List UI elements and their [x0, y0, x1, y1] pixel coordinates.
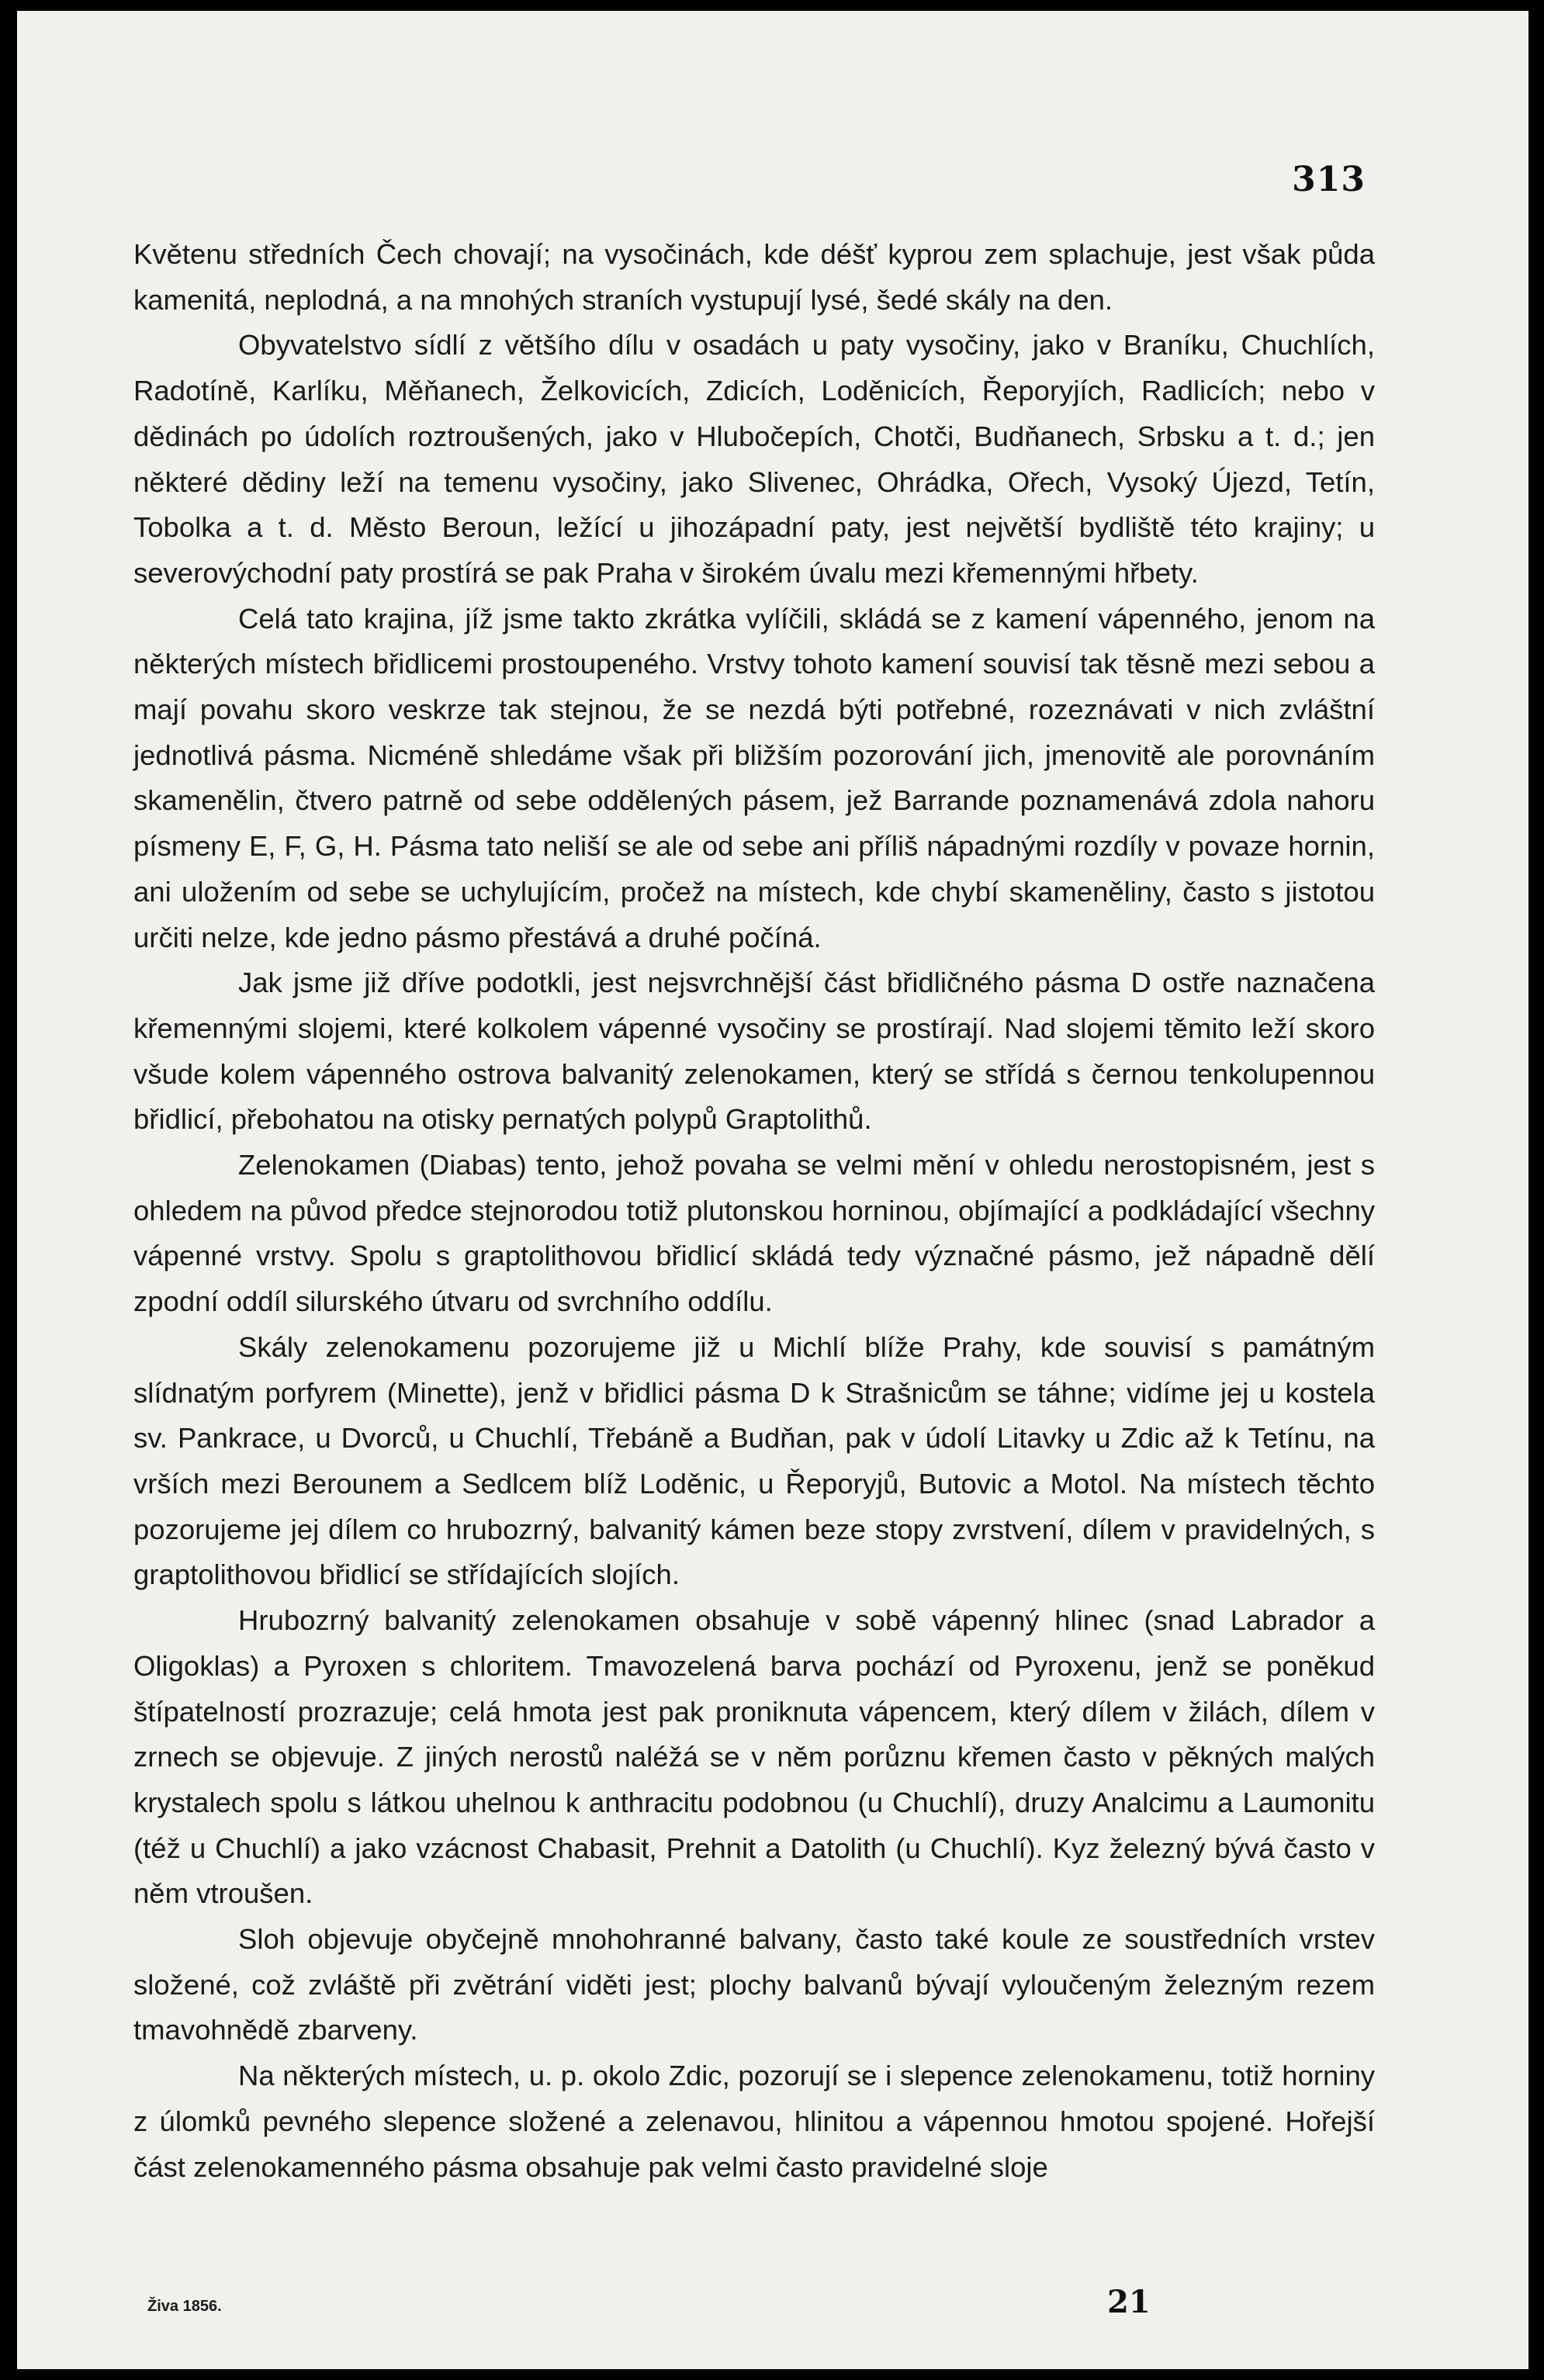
- paragraph: Hrubozrný balvanitý zelenokamen obsahuje v sobě vápenný hlinec (snad Labrador a Oligoklas) a Pyroxen s chloritem. Tmavozelená barva pochází od Pyroxenu, jenž se poněkud štípatelností prozrazuje; celá hmota jest pak proniknuta vápencem, který dílem v žilách, dílem v zrnech se objevuje. Z jiných nerostů naléžá se v něm porůznu křemen často v pěkných malých krystalech spolu s látkou uhelnou k anthracitu podobnou (u Chuchlí), druzy Analcimu a Laumonitu (též u Chuchlí) a jako vzácnost Chabasit, Prehnit a Datolith (u Chuchlí). Kyz železný bývá často v něm vtroušen.: [133, 1604, 1375, 1910]
- paragraph: Květenu středních Čech chovají; na vysočinách, kde déšť kyprou zem splachuje, jest však půda kamenitá, neplodná, a na mnohých straních vystupují lysé, šedé skály na den.: [133, 238, 1375, 316]
- signature-mark: 21: [1107, 2284, 1151, 2320]
- paragraph: Obyvatelstvo sídlí z většího dílu v osadách u paty vysočiny, jako v Braníku, Chuchlích, Radotíně, Karlíku, Měňanech, Želkovicích, Zdicích, Loděnicích, Řeporyjích, Radlicích; nebo v dědinách po údolích roztroušených, jako v Hlubočepích, Chotči, Budňanech, Srbsku a t. d.; jen některé dědiny leží na temenu vysočiny, jako Slivenec, Ohrádka, Ořech, Vysoký Újezd, Tetín, Tobolka a t. d. Město Beroun, ležící u jihozápadní paty, jest největší bydliště této krajiny; u severovýchodní paty prostírá se pak Praha v širokém úvalu mezi křemennými hřbety.: [133, 329, 1375, 589]
- paragraph: Celá tato krajina, jíž jsme takto zkrátka vylíčili, skládá se z kamení vápenného, jenom na některých místech břidlicemi prostoupeného. Vrstvy tohoto kamení souvisí tak těsně mezi sebou a mají povahu skoro veskrze tak stejnou, že se nezdá býti potřebné, rozeznávati v nich zvláštní jednotlivá pásma. Nicméně shledáme však při bližším pozorování jich, jmenovitě ale porovnáním skamenělin, čtvero patrně od sebe oddělených pásem, jež Barrande poznamenává zdola nahoru písmeny E, F, G, H. Pásma tato neliší se ale od sebe ani příliš nápadnými rozdíly v povaze hornin, ani uložením od sebe se uchylujícím, pročež na místech, kde chybí skameněliny, často s jistotou určiti nelze, kde jedno pásmo přestává a druhé počíná.: [133, 602, 1375, 953]
- page-number: 313: [1292, 160, 1366, 199]
- paragraph: Skály zelenokamenu pozorujeme již u Michlí blíže Prahy, kde souvisí s památným slídnatým porfyrem (Minette), jenž v břidlici pásma D k Strašnicům se táhne; vidíme jej u kostela sv. Pankrace, u Dvorců, u Chuchlí, Třebáně a Budňan, pak v údolí Litavky u Zdic až k Tetínu, na vrších mezi Berounem a Sedlcem blíž Loděnic, u Řeporyjů, Butovic a Motol. Na místech těchto pozorujeme jej dílem co hrubozrný, balvanitý kámen beze stopy zvrstvení, dílem v pravidelných, s graptolithovou břidlicí se střídajících slojích.: [133, 1330, 1375, 1591]
- paragraph: Zelenokamen (Diabas) tento, jehož povaha se velmi mění v ohledu nerostopisném, jest s ohledem na původ předce stejnorodou totiž plutonskou horninou, objímající a podkládající všechny vápenné vrstvy. Spolu s graptolithovou břidlicí skládá tedy význačné pásmo, jež nápadně dělí zpodní oddíl silurského útvaru od svrchního oddílu.: [133, 1149, 1375, 1318]
- journal-footer: Živa 1856.: [147, 2298, 222, 2315]
- paragraph: Jak jsme již dříve podotkli, jest nejsvrchnější část břidličného pásma D ostře naznačena křemennými slojemi, které kolkolem vápenné vysočiny se prostírají. Nad slojemi těmito leží skoro všude kolem vápenného ostrova balvanitý zelenokamen, který se střídá s černou tenkolupennou břidlicí, přebohatou na otisky pernatých polypů Graptolithů.: [133, 967, 1375, 1136]
- body-text: [133, 232, 1375, 2190]
- paragraph: Sloh objevuje obyčejně mnohohranné balvany, často také koule ze soustředních vrstev složené, což zvláště při zvětrání viděti jest; plochy balvanů bývají vyloučeným železným rezem tmavohnědě zbarveny.: [133, 1923, 1375, 2046]
- paper-sheet: [17, 11, 1528, 2369]
- paragraph: Na některých místech, u. p. okolo Zdic, pozorují se i slepence zelenokamenu, totiž horniny z úlomků pevného slepence složené a zelenavou, hlinitou a vápennou hmotou spojené. Hořejší část zelenokamenného pásma obsahuje pak velmi často pravidelné sloje: [133, 2060, 1375, 2183]
